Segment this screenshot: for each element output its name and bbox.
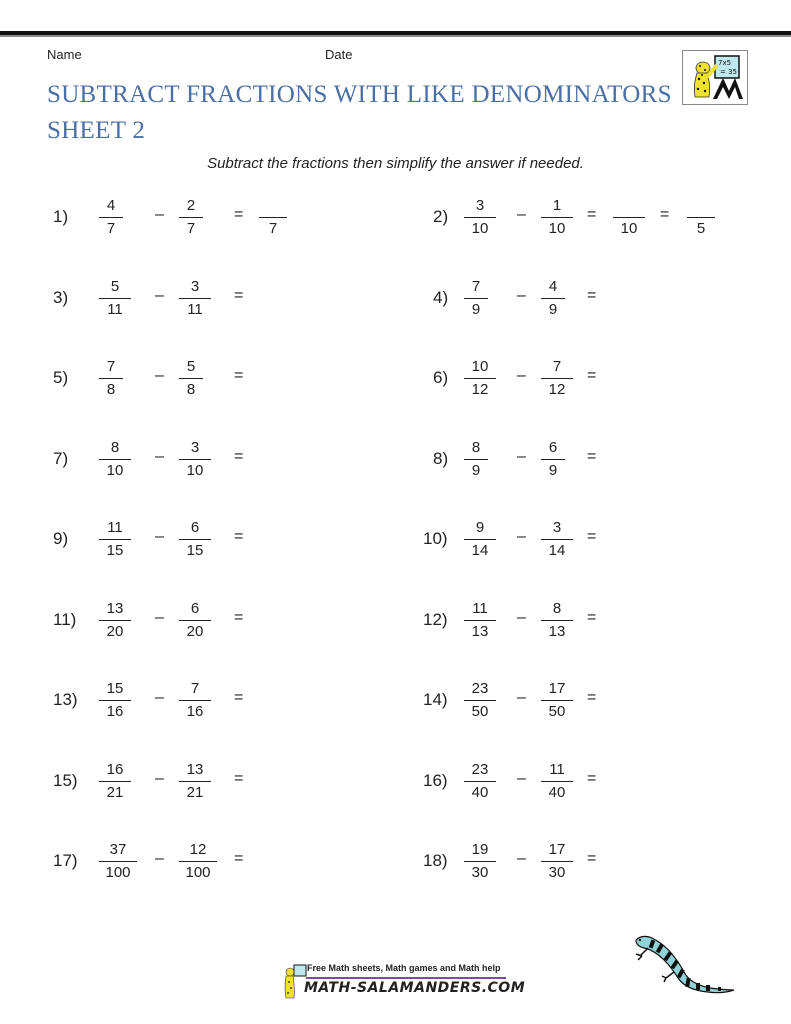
problem-number: 5): [53, 368, 69, 387]
first-fraction-bar: [464, 539, 496, 540]
second-fraction-numerator: 3: [552, 519, 562, 536]
second-fraction: [179, 358, 203, 399]
second-fraction-denominator: 10: [186, 461, 204, 479]
second-fraction: [541, 680, 573, 721]
problem-number: 17): [53, 851, 78, 870]
minus-sign: –: [517, 769, 526, 787]
date-label: Date: [325, 47, 353, 62]
answer-fraction: [613, 197, 645, 238]
equals-sign: =: [587, 367, 597, 384]
answer-fraction-bar: [613, 217, 645, 218]
problem-number: 15): [53, 770, 78, 790]
equals-sign: =: [587, 286, 597, 304]
first-fraction-denominator: 8: [106, 381, 116, 398]
second-fraction: [541, 358, 573, 399]
minus-sign: –: [155, 769, 164, 787]
first-fraction-bar: [99, 378, 123, 379]
second-fraction: [179, 439, 211, 480]
footer-site-name[interactable]: MATH-SALAMANDERS.COM: [304, 980, 526, 996]
simplified-answer-fraction-bar: [687, 217, 715, 218]
footer-brand: [282, 962, 526, 1002]
second-fraction: [179, 680, 211, 721]
second-fraction-numerator: 1: [552, 197, 562, 214]
minus-sign: –: [155, 608, 164, 626]
problem-number: 10): [423, 529, 448, 548]
equals-sign: =: [234, 850, 244, 867]
first-fraction-numerator: 19: [471, 841, 489, 858]
first-fraction-bar: [464, 781, 496, 782]
second-fraction-denominator: 40: [548, 783, 566, 801]
instructions: [0, 155, 791, 172]
second-fraction-bar: [541, 298, 565, 299]
equals-sign: =: [587, 608, 597, 626]
first-fraction: [464, 358, 496, 399]
first-fraction: [464, 439, 488, 480]
top-rule-shadow: [0, 35, 791, 37]
first-fraction-bar: [464, 298, 488, 299]
first-fraction: [99, 197, 123, 238]
first-fraction-denominator: 15: [106, 542, 124, 559]
logo: [682, 50, 748, 105]
second-fraction-denominator: 14: [548, 542, 566, 559]
second-fraction-bar: [179, 620, 211, 621]
second-fraction-numerator: 4: [548, 277, 558, 295]
answer-fraction-denominator: 7: [268, 220, 278, 237]
salamander-icon: [630, 932, 738, 996]
second-fraction: [541, 600, 573, 641]
second-fraction: [179, 600, 211, 641]
second-fraction-numerator: 12: [189, 841, 207, 858]
second-fraction-numerator: 5: [186, 358, 196, 375]
first-fraction-numerator: 16: [106, 760, 124, 778]
first-fraction-denominator: 14: [471, 542, 489, 559]
first-fraction: [464, 600, 496, 641]
second-fraction-denominator: 30: [548, 864, 566, 881]
first-fraction-numerator: 15: [106, 680, 124, 697]
second-fraction-numerator: 3: [190, 438, 200, 456]
first-fraction-denominator: 21: [106, 783, 124, 801]
problem-number: 9): [53, 529, 69, 548]
first-fraction: [464, 680, 496, 721]
first-fraction-denominator: 50: [471, 703, 489, 720]
second-fraction-denominator: 12: [548, 381, 566, 398]
first-fraction-bar: [99, 861, 137, 862]
second-fraction: [541, 278, 565, 319]
second-fraction-denominator: 9: [548, 300, 558, 318]
salamander-teacher-icon: [683, 51, 747, 104]
first-fraction: [99, 841, 137, 882]
first-fraction-denominator: 13: [471, 622, 489, 640]
svg-text:= 35: = 35: [720, 68, 737, 76]
minus-sign: –: [155, 206, 164, 223]
second-fraction-denominator: 9: [548, 461, 558, 479]
first-fraction-numerator: 4: [106, 197, 116, 214]
second-fraction-bar: [541, 459, 565, 460]
first-fraction-bar: [99, 781, 131, 782]
equals-sign: =: [234, 206, 244, 223]
first-fraction: [99, 278, 131, 319]
second-fraction-numerator: 17: [548, 680, 566, 697]
second-equals-sign: =: [660, 206, 670, 223]
first-fraction-bar: [99, 539, 131, 540]
instructions-text: Subtract the fractions then simplify the answer if needed.: [207, 155, 584, 172]
first-fraction-bar: [99, 217, 123, 218]
page-title-line1: SUBTRACT FRACTIONS WITH LIKE DENOMINATORS: [47, 81, 672, 108]
second-fraction-denominator: 50: [548, 703, 566, 720]
first-fraction-denominator: 9: [471, 300, 481, 318]
second-fraction-bar: [541, 861, 573, 862]
first-fraction-numerator: 5: [110, 277, 120, 295]
second-fraction: [541, 519, 573, 560]
first-fraction-numerator: 7: [106, 358, 116, 375]
equals-sign: =: [234, 689, 244, 706]
second-fraction-bar: [179, 861, 217, 862]
minus-sign: –: [517, 850, 526, 867]
problem-number: 6): [433, 368, 449, 387]
first-fraction-denominator: 30: [471, 864, 489, 881]
first-fraction-bar: [99, 700, 131, 701]
first-fraction-numerator: 37: [109, 841, 127, 858]
equals-sign: =: [234, 608, 244, 626]
first-fraction-numerator: 7: [471, 277, 481, 295]
answer-fraction-denominator: 10: [620, 220, 638, 237]
first-fraction: [99, 358, 123, 399]
svg-text:7x5: 7x5: [718, 59, 732, 67]
second-fraction-bar: [179, 459, 211, 460]
equals-sign: =: [234, 286, 244, 304]
second-fraction: [179, 841, 217, 882]
first-fraction-numerator: 3: [475, 197, 485, 214]
first-fraction: [99, 519, 131, 560]
first-fraction-numerator: 13: [106, 599, 124, 617]
minus-sign: –: [155, 528, 164, 545]
minus-sign: –: [517, 447, 526, 465]
second-fraction-numerator: 7: [552, 358, 562, 375]
first-fraction-denominator: 7: [106, 220, 116, 237]
first-fraction: [464, 841, 496, 882]
second-fraction: [541, 841, 573, 882]
second-fraction-bar: [541, 620, 573, 621]
second-fraction-denominator: 21: [186, 783, 204, 801]
first-fraction-numerator: 9: [475, 519, 485, 536]
problem-number: 18): [423, 851, 448, 870]
second-fraction-bar: [541, 378, 573, 379]
answer-fraction-bar: [259, 217, 287, 218]
second-fraction-denominator: 11: [187, 300, 203, 318]
second-fraction: [179, 197, 203, 238]
first-fraction-bar: [464, 459, 488, 460]
minus-sign: –: [517, 286, 526, 304]
first-fraction: [99, 600, 131, 641]
second-fraction-bar: [541, 700, 573, 701]
second-fraction-numerator: 8: [552, 599, 562, 617]
first-fraction: [99, 761, 131, 802]
second-fraction-numerator: 2: [186, 197, 196, 214]
second-fraction-bar: [179, 378, 203, 379]
problem-number: 1): [53, 207, 69, 226]
minus-sign: –: [155, 689, 164, 706]
problem-number: 12): [423, 609, 448, 629]
second-fraction-bar: [179, 298, 211, 299]
first-fraction-denominator: 10: [471, 220, 489, 237]
equals-sign: =: [587, 447, 597, 465]
first-fraction-bar: [464, 861, 496, 862]
first-fraction-denominator: 12: [471, 381, 489, 398]
second-fraction-numerator: 6: [190, 519, 200, 536]
second-fraction: [179, 761, 211, 802]
problem-number: 8): [433, 448, 449, 468]
problem-number: 14): [423, 690, 448, 709]
second-fraction-bar: [179, 539, 211, 540]
minus-sign: –: [517, 608, 526, 626]
second-fraction-numerator: 11: [549, 760, 565, 778]
first-fraction-bar: [464, 378, 496, 379]
page-title-line2: SHEET 2: [47, 117, 146, 144]
first-fraction-denominator: 100: [105, 864, 131, 881]
equals-sign: =: [587, 528, 597, 545]
second-fraction-denominator: 10: [548, 220, 566, 237]
first-fraction: [464, 519, 496, 560]
first-fraction-numerator: 10: [471, 358, 489, 375]
first-fraction: [464, 197, 496, 238]
second-fraction-numerator: 6: [190, 599, 200, 617]
first-fraction-bar: [99, 459, 131, 460]
second-fraction: [179, 278, 211, 319]
first-fraction-numerator: 11: [107, 519, 123, 536]
first-fraction: [464, 278, 488, 319]
name-label: Name: [47, 47, 82, 62]
equals-sign: =: [587, 206, 597, 223]
second-fraction-numerator: 7: [190, 680, 200, 697]
equals-sign: =: [234, 769, 244, 787]
first-fraction-denominator: 9: [471, 461, 481, 479]
simplified-answer-fraction: [687, 197, 715, 238]
answer-fraction: [259, 197, 287, 238]
first-fraction: [99, 439, 131, 480]
first-fraction-bar: [99, 620, 131, 621]
minus-sign: –: [155, 447, 164, 465]
second-fraction-bar: [179, 217, 203, 218]
equals-sign: =: [234, 447, 244, 465]
second-fraction-bar: [541, 539, 573, 540]
second-fraction-bar: [541, 217, 573, 218]
first-fraction: [464, 761, 496, 802]
second-fraction-numerator: 3: [190, 277, 200, 295]
minus-sign: –: [517, 367, 526, 384]
first-fraction-bar: [464, 700, 496, 701]
first-fraction: [99, 680, 131, 721]
first-fraction-numerator: 23: [471, 680, 489, 697]
second-fraction-numerator: 13: [186, 760, 204, 778]
minus-sign: –: [517, 689, 526, 706]
minus-sign: –: [155, 850, 164, 867]
equals-sign: =: [234, 367, 244, 384]
simplified-answer-fraction-denominator: 5: [696, 220, 706, 237]
first-fraction-denominator: 20: [106, 622, 124, 640]
minus-sign: –: [517, 206, 526, 223]
first-fraction-numerator: 8: [471, 438, 481, 456]
first-fraction-numerator: 11: [472, 599, 488, 617]
second-fraction-denominator: 16: [186, 703, 204, 720]
first-fraction-denominator: 10: [106, 461, 124, 479]
second-fraction-denominator: 20: [186, 622, 204, 640]
equals-sign: =: [587, 689, 597, 706]
first-fraction-bar: [464, 620, 496, 621]
equals-sign: =: [587, 769, 597, 787]
problem-number: 3): [53, 287, 69, 307]
footer-divider: [306, 977, 506, 979]
second-fraction-denominator: 100: [185, 864, 211, 881]
footer-tagline: Free Math sheets, Math games and Math help: [307, 963, 501, 973]
second-fraction: [541, 761, 573, 802]
problem-number: 2): [433, 207, 449, 226]
problem-number: 4): [433, 287, 449, 307]
second-fraction-denominator: 15: [186, 542, 204, 559]
second-fraction: [179, 519, 211, 560]
first-fraction-denominator: 16: [106, 703, 124, 720]
first-fraction-numerator: 23: [471, 760, 489, 778]
problem-number: 16): [423, 770, 448, 790]
first-fraction-numerator: 8: [110, 438, 120, 456]
problem-number: 13): [53, 690, 78, 709]
minus-sign: –: [155, 286, 164, 304]
second-fraction: [541, 197, 573, 238]
problem-number: 7): [53, 448, 69, 468]
second-fraction-numerator: 6: [548, 438, 558, 456]
second-fraction: [541, 439, 565, 480]
problem-number: 11): [53, 609, 77, 629]
second-fraction-bar: [179, 781, 211, 782]
first-fraction-bar: [99, 298, 131, 299]
second-fraction-bar: [179, 700, 211, 701]
equals-sign: =: [234, 528, 244, 545]
second-fraction-numerator: 17: [548, 841, 566, 858]
first-fraction-denominator: 40: [471, 783, 489, 801]
minus-sign: –: [155, 367, 164, 384]
equals-sign: =: [587, 850, 597, 867]
first-fraction-denominator: 11: [107, 300, 123, 318]
minus-sign: –: [517, 528, 526, 545]
first-fraction-bar: [464, 217, 496, 218]
second-fraction-denominator: 8: [186, 381, 196, 398]
second-fraction-denominator: 7: [186, 220, 196, 237]
second-fraction-denominator: 13: [548, 622, 566, 640]
second-fraction-bar: [541, 781, 573, 782]
